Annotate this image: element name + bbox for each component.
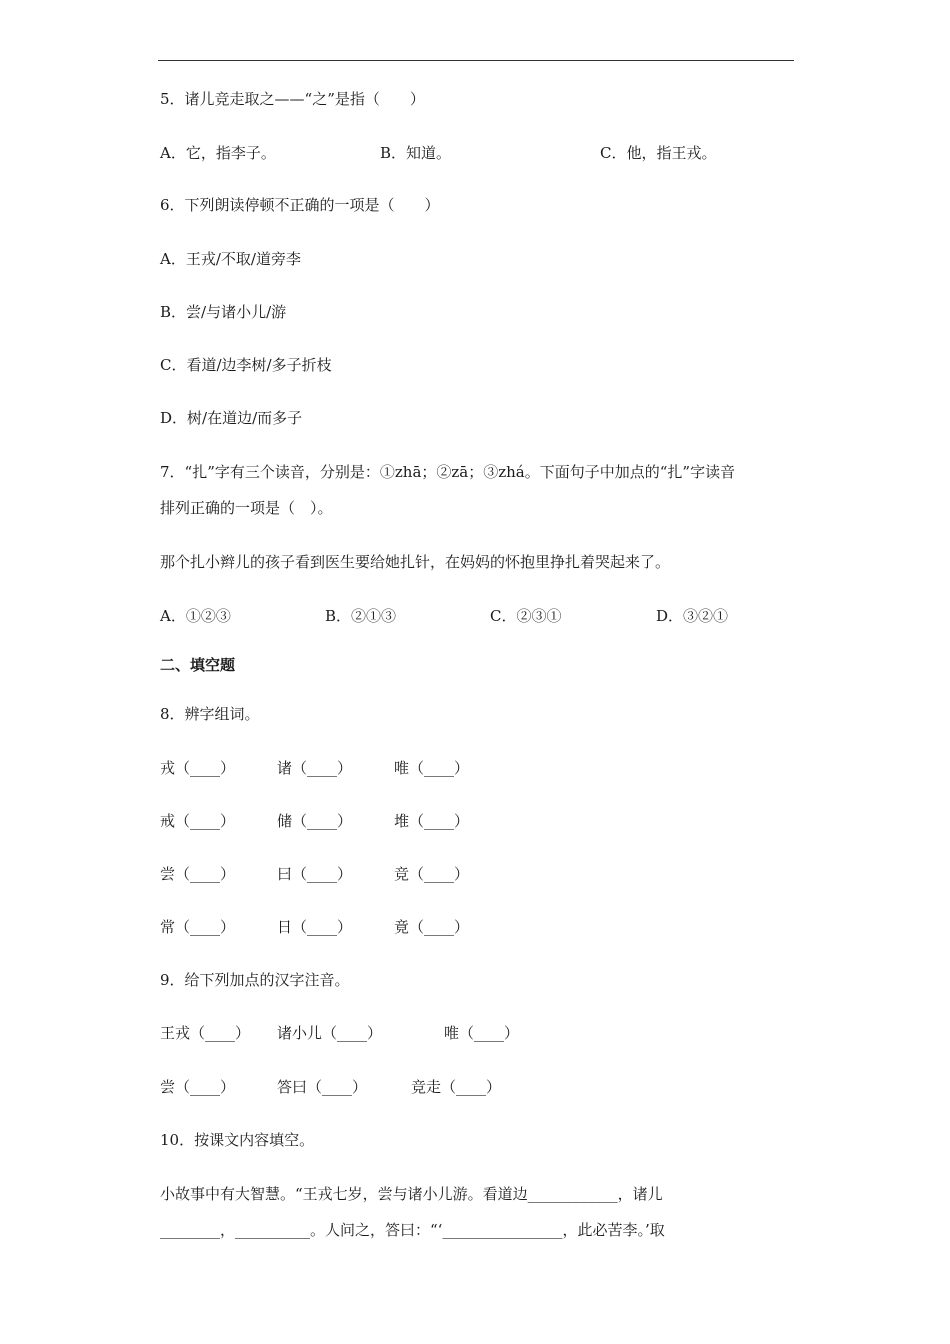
q5-stem: 5．诸儿竞走取之——“之”是指（ ）: [160, 90, 425, 108]
q10-text-line1: 小故事中有大智慧。“王戎七岁，尝与诸小儿游。看道边____________，诸儿: [160, 1185, 663, 1203]
q6-option-c: C．看道/边李树/多子折枝: [160, 356, 332, 374]
q8-cell: 戒（____）: [160, 812, 236, 830]
q9-item: 唯（____）: [444, 1024, 520, 1042]
q8-cell: 曰（____）: [277, 865, 353, 883]
q7-option-c: C．②③①: [490, 607, 562, 625]
q6-option-b: B．尝/与诸小儿/游: [160, 303, 287, 321]
q8-cell: 戎（____）: [160, 759, 236, 777]
q9-item: 答曰（____）: [277, 1078, 368, 1096]
q8-cell: 尝（____）: [160, 865, 236, 883]
q9-item: 竞走（____）: [411, 1078, 502, 1096]
q10-stem: 10．按课文内容填空。: [160, 1131, 315, 1149]
q6-option-a: A．王戎/不取/道旁李: [160, 250, 301, 268]
q9-item: 王戎（____）: [160, 1024, 251, 1042]
q6-stem: 6．下列朗读停顿不正确的一项是（ ）: [160, 196, 440, 214]
q7-option-d: D．③②①: [656, 607, 729, 625]
q9-stem: 9．给下列加点的汉字注音。: [160, 971, 350, 989]
q8-cell: 竟（____）: [394, 918, 470, 936]
q7-stem-line1: 7．“扎”字有三个读音，分别是：①zhā；②zā；③zhá。下面句子中加点的“扎”字读音: [160, 463, 736, 481]
q8-cell: 竞（____）: [394, 865, 470, 883]
q7-stem-line2: 排列正确的一项是（ ）。: [160, 499, 333, 517]
q10-text-line2: ________，__________。人问之，答曰：“‘________________，此必苦李。’取: [160, 1221, 665, 1239]
header-rule: [158, 60, 794, 61]
section-title: 二、填空题: [160, 656, 236, 674]
q9-item: 尝（____）: [160, 1078, 236, 1096]
q8-cell: 储（____）: [277, 812, 353, 830]
q7-option-b: B．②①③: [325, 607, 397, 625]
q8-cell: 堆（____）: [394, 812, 470, 830]
q8-cell: 常（____）: [160, 918, 236, 936]
q5-option-b: B．知道。: [380, 144, 452, 162]
q7-sentence: 那个扎小辫儿的孩子看到医生要给她扎针，在妈妈的怀抱里挣扎着哭起来了。: [160, 553, 671, 571]
q5-option-a: A．它，指李子。: [160, 144, 276, 162]
q8-cell: 诸（____）: [277, 759, 353, 777]
q5-option-c: C．他，指王戎。: [600, 144, 717, 162]
q6-option-d: D．树/在道边/而多子: [160, 409, 303, 427]
q8-stem: 8．辨字组词。: [160, 705, 260, 723]
q7-option-a: A．①②③: [160, 607, 231, 625]
q8-cell: 唯（____）: [394, 759, 470, 777]
q8-cell: 日（____）: [277, 918, 353, 936]
q9-item: 诸小儿（____）: [277, 1024, 383, 1042]
